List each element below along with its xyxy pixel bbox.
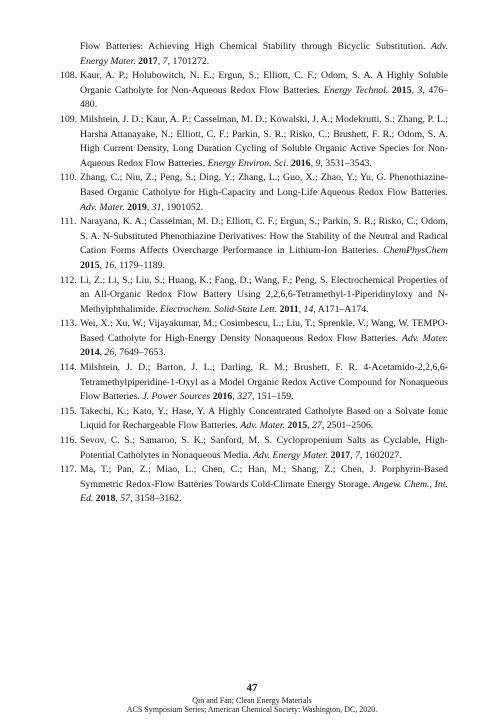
reference-number: 108. (60, 70, 78, 82)
reference-pages: , 3531–3543. (320, 157, 372, 169)
reference-year: 2017 (138, 55, 158, 67)
reference-text: Milshtein, J. D.; Kaur, A. P.; Casselman, M. D.; Kowalski, J. A.; Modekrutti, S.; Zhang, P. L.; Harsha Attanayake, N.; Elliott, C. F.; Parkin, S. R.; Risko, C.; Brushett, F. R.; Odom, S. A. High Current Density, Long Duration Cycling of Soluble Organic Active Species for Non-Aqueous Redox Flow Batteries. (80, 113, 448, 169)
reference-year: 2016 (290, 157, 311, 169)
reference-year: 2019 (127, 201, 147, 213)
reference-number: 109. (60, 113, 78, 125)
reference-journal: ChemPhysChem (383, 245, 448, 257)
reference-item (60, 317, 448, 361)
reference-volume: 14 (303, 303, 314, 315)
reference-body: Zhang, C.; Niu, Z.; Peng, S.; Ding, Y.; Zhang, L.; Guo, X.; Zhao, Y.; Yu, G. Phenothiazine-Based Organic Catholyte for High-Capacity and Long-Life Aqueous Redox Flow Batteries. Adv. Mater. 2019, 31, 1901052. (80, 172, 448, 213)
reference-item (60, 361, 448, 405)
page-number: 47 (246, 682, 258, 694)
reference-item (60, 463, 448, 507)
reference-year: 2017 (330, 449, 351, 461)
reference-continuation: Flow Batteries: Achieving High Chemical Stability through Bicyclic Substitution. Adv. Energy Mater. 2017, 7, 1701272. (80, 41, 448, 67)
reference-year: 2015 (391, 84, 412, 96)
reference-journal: Energy Technol. (323, 84, 389, 96)
reference-journal: Adv. Mater. (240, 420, 286, 432)
reference-journal: Electrochem. Solid-State Lett. (160, 303, 278, 315)
reference-text: Wei, X.; Xu, W.; Vijayakumar, M.; Cosimbescu, L.; Liu, T.; Sprenkle, V.; Wang, W. TEMPO-Based Catholyte for High-Energy Density Nonaqueous Redox Flow Batteries. (80, 318, 448, 344)
reference-journal: Adv. Energy Mater. (253, 449, 329, 461)
reference-body: Ma, T.; Pan, Z.; Miao, L.; Chen, C.; Han, M.; Shang, Z.; Chen, J. Porphyrin-Based Symmetric Redox-Flow Batteries Towards Cold-Climate Energy Storage. Angew. Chem., Int. Ed. 2018, 57, 3158–3162. (80, 464, 448, 505)
reference-volume: 16 (104, 259, 115, 271)
reference-number: 116. (60, 435, 77, 447)
reference-pages: , 1179–1189. (114, 259, 166, 271)
reference-journal: Adv. Mater. (401, 332, 448, 344)
reference-volume: 26 (104, 347, 115, 359)
reference-item (60, 171, 448, 215)
reference-text: Flow Batteries: Achieving High Chemical Stability through Bicyclic Substitution. (80, 41, 432, 52)
reference-year: 2018 (95, 493, 116, 505)
footer-citation-line: Qin and Fan; Clean Energy Materials (192, 696, 312, 705)
reference-pages: , 1602027. (360, 449, 402, 461)
reference-number: 111. (60, 216, 77, 228)
reference-volume: 3 (417, 84, 423, 96)
reference-pages: , 3158–3162. (130, 493, 182, 505)
reference-year: 2014 (80, 347, 100, 359)
reference-year: 2011 (279, 303, 299, 315)
reference-text: Zhang, C.; Niu, Z.; Peng, S.; Ding, Y.; Zhang, L.; Guo, X.; Zhao, Y.; Yu, G. Phenothiazine-Based Organic Catholyte for High-Capacity and Long-Life Aqueous Redox Flow Batteries. (80, 172, 448, 198)
reference-volume: 31 (151, 201, 162, 213)
reference-list (60, 40, 448, 507)
reference-item (60, 434, 448, 463)
reference-journal: Adv. Energy Mater. (80, 41, 448, 67)
reference-item (60, 69, 448, 113)
reference-pages: , A171–A174. (313, 303, 369, 315)
reference-item (60, 215, 448, 273)
reference-number: 112. (60, 274, 77, 286)
reference-journal: Adv. Mater. (80, 201, 125, 213)
reference-number: 117. (60, 464, 77, 476)
reference-journal: Angew. Chem., Int. Ed. (80, 478, 448, 505)
reference-volume: 7 (162, 55, 168, 67)
reference-pages: , 2501–2506. (321, 420, 374, 432)
reference-number: 115. (60, 405, 77, 417)
reference-entries (60, 69, 448, 507)
reference-body: Narayana, K. A.; Casselman, M. D.; Elliott, C. F.; Ergun, S.; Parkin, S. R.; Risko, C.; Odom, S. A. N-Substituted Phenothiazine Derivatives: How the Stability of the Neutral and Radical Cation Forms Affects Overcharge Performance in Lithium-Ion Batteries. ChemPhysChem 2015, 16, 1179–1189. (80, 216, 448, 271)
reference-body: Milshtein, J. D.; Barton, J. L.; Darling, R. M.; Brushett, F. R. 4-Acetamido-2,2,6,6-Tetramethylpiperidine-1-Oxyl as a Model Organic Redox Active Compound for Nonaqueous Flow Batteries. J. Power Sources 2016, 327, 151–159. (80, 362, 448, 403)
reference-item (60, 405, 448, 434)
reference-pages: , 476–480. (80, 84, 448, 111)
reference-number: 113. (60, 318, 77, 330)
reference-text: Ma, T.; Pan, Z.; Miao, L.; Chen, C.; Han, M.; Shang, Z.; Chen, J. Porphyrin-Based Symmetric Redox-Flow Batteries Towards Cold-Climate Energy Storage. (80, 464, 448, 490)
reference-text: Milshtein, J. D.; Barton, J. L.; Darling, R. M.; Brushett, F. R. 4-Acetamido-2,2,6,6-Tetramethylpiperidine-1-Oxyl as a Model Organic Redox Active Compound for Nonaqueous Flow Batteries. (80, 362, 448, 403)
reference-year: 2015 (287, 420, 308, 432)
reference-volume: 27 (312, 420, 322, 432)
reference-text: Sevov, C. S.; Samaroo, S. K.; Sanford, M. S. Cyclopropenium Salts as Cyclable, High-Potential Catholytes in Nonaqueous Media. (80, 435, 448, 461)
reference-number: 114. (60, 362, 77, 374)
reference-body: Sevov, C. S.; Samaroo, S. K.; Sanford, M. S. Cyclopropenium Salts as Cyclable, High-Potential Catholytes in Nonaqueous Media. Adv. Energy Mater. 2017, 7, 1602027. (80, 435, 448, 461)
reference-text: Narayana, K. A.; Casselman, M. D.; Elliott, C. F.; Ergun, S.; Parkin, S. R.; Risko, C.; Odom, S. A. N-Substituted Phenothiazine Derivatives: How the Stability of the Neutral and Radical Cation Forms Affects Overcharge Performance in Lithium-Ion Batteries. (80, 216, 448, 257)
reference-item (60, 113, 448, 171)
reference-body: Wei, X.; Xu, W.; Vijayakumar, M.; Cosimbescu, L.; Liu, T.; Sprenkle, V.; Wang, W. TEMPO-Based Catholyte for High-Energy Density Nonaqueous Redox Flow Batteries. Adv. Mater. 2014, 26, 7649–7653. (80, 318, 448, 359)
reference-pages: , 151–159. (251, 391, 294, 403)
reference-body: Kaur, A. P.; Holubowitch, N. E.; Ergun, S.; Elliott, C. F.; Odom, S. A. A Highly Soluble Organic Catholyte for Non-Aqueous Redox Flow Batteries. Energy Technol. 2015, 3, 476–480. (80, 70, 448, 111)
reference-item (60, 274, 448, 318)
reference-volume: 327 (237, 391, 252, 403)
reference-year: 2015 (80, 259, 100, 271)
reference-body: Takechi, K.; Kato, Y.; Hase, Y. A Highly Concentrated Catholyte Based on a Solvate Ionic Liquid for Rechargeable Flow Batteries. Adv. Mater. 2015, 27, 2501–2506. (80, 405, 448, 432)
reference-volume: 7 (355, 449, 361, 461)
reference-body: Li, Z.; Li, S.; Liu, S.; Huang, K.; Fang, D.; Wang, F.; Peng, S. Electrochemical Properties of an All-Organic Redox Flow Battery Using 2,2,6,6-Tetramethyl-1-Piperidinyloxy and N-Methylphthalimide. Electrochem. Solid-State Lett. 2011, 14, A171–A174. (80, 274, 448, 315)
reference-journal: Energy Environ. Sci. (207, 157, 289, 169)
reference-number: 110. (60, 172, 77, 184)
reference-text: Takechi, K.; Kato, Y.; Hase, Y. A Highly Concentrated Catholyte Based on a Solvate Ionic Liquid for Rechargeable Flow Batteries. (80, 405, 448, 432)
reference-body: Milshtein, J. D.; Kaur, A. P.; Casselman, M. D.; Kowalski, J. A.; Modekrutti, S.; Zhang, P. L.; Harsha Attanayake, N.; Elliott, C. F.; Parkin, S. R.; Risko, C.; Brushett, F. R.; Odom, S. A. High Current Density, Long Duration Cycling of Soluble Organic Active Species for Non-Aqueous Redox Flow Batteries. Energy Environ. Sci. 2016, 9, 3531–3543. (80, 113, 448, 169)
reference-journal: J. Power Sources (142, 391, 211, 403)
reference-volume: 57 (120, 493, 131, 505)
reference-pages: , 7649–7653. (114, 347, 166, 359)
reference-text: Kaur, A. P.; Holubowitch, N. E.; Ergun, S.; Elliott, C. F.; Odom, S. A. A Highly Soluble Organic Catholyte for Non-Aqueous Redox Flow Batteries. (80, 70, 448, 96)
reference-year: 2016 (212, 391, 233, 403)
footer-series-line: ACS Symposium Series; American Chemical Society: Washington, DC, 2020. (126, 705, 378, 714)
reference-text: Li, Z.; Li, S.; Liu, S.; Huang, K.; Fang, D.; Wang, F.; Peng, S. Electrochemical Properties of an All-Organic Redox Flow Battery Using 2,2,6,6-Tetramethyl-1-Piperidinyloxy and N-Methylphthalimide. (80, 274, 448, 315)
reference-pages: , 1901052. (161, 201, 204, 213)
reference-volume: 9 (315, 157, 321, 169)
reference-pages: , 1701272. (167, 55, 210, 67)
